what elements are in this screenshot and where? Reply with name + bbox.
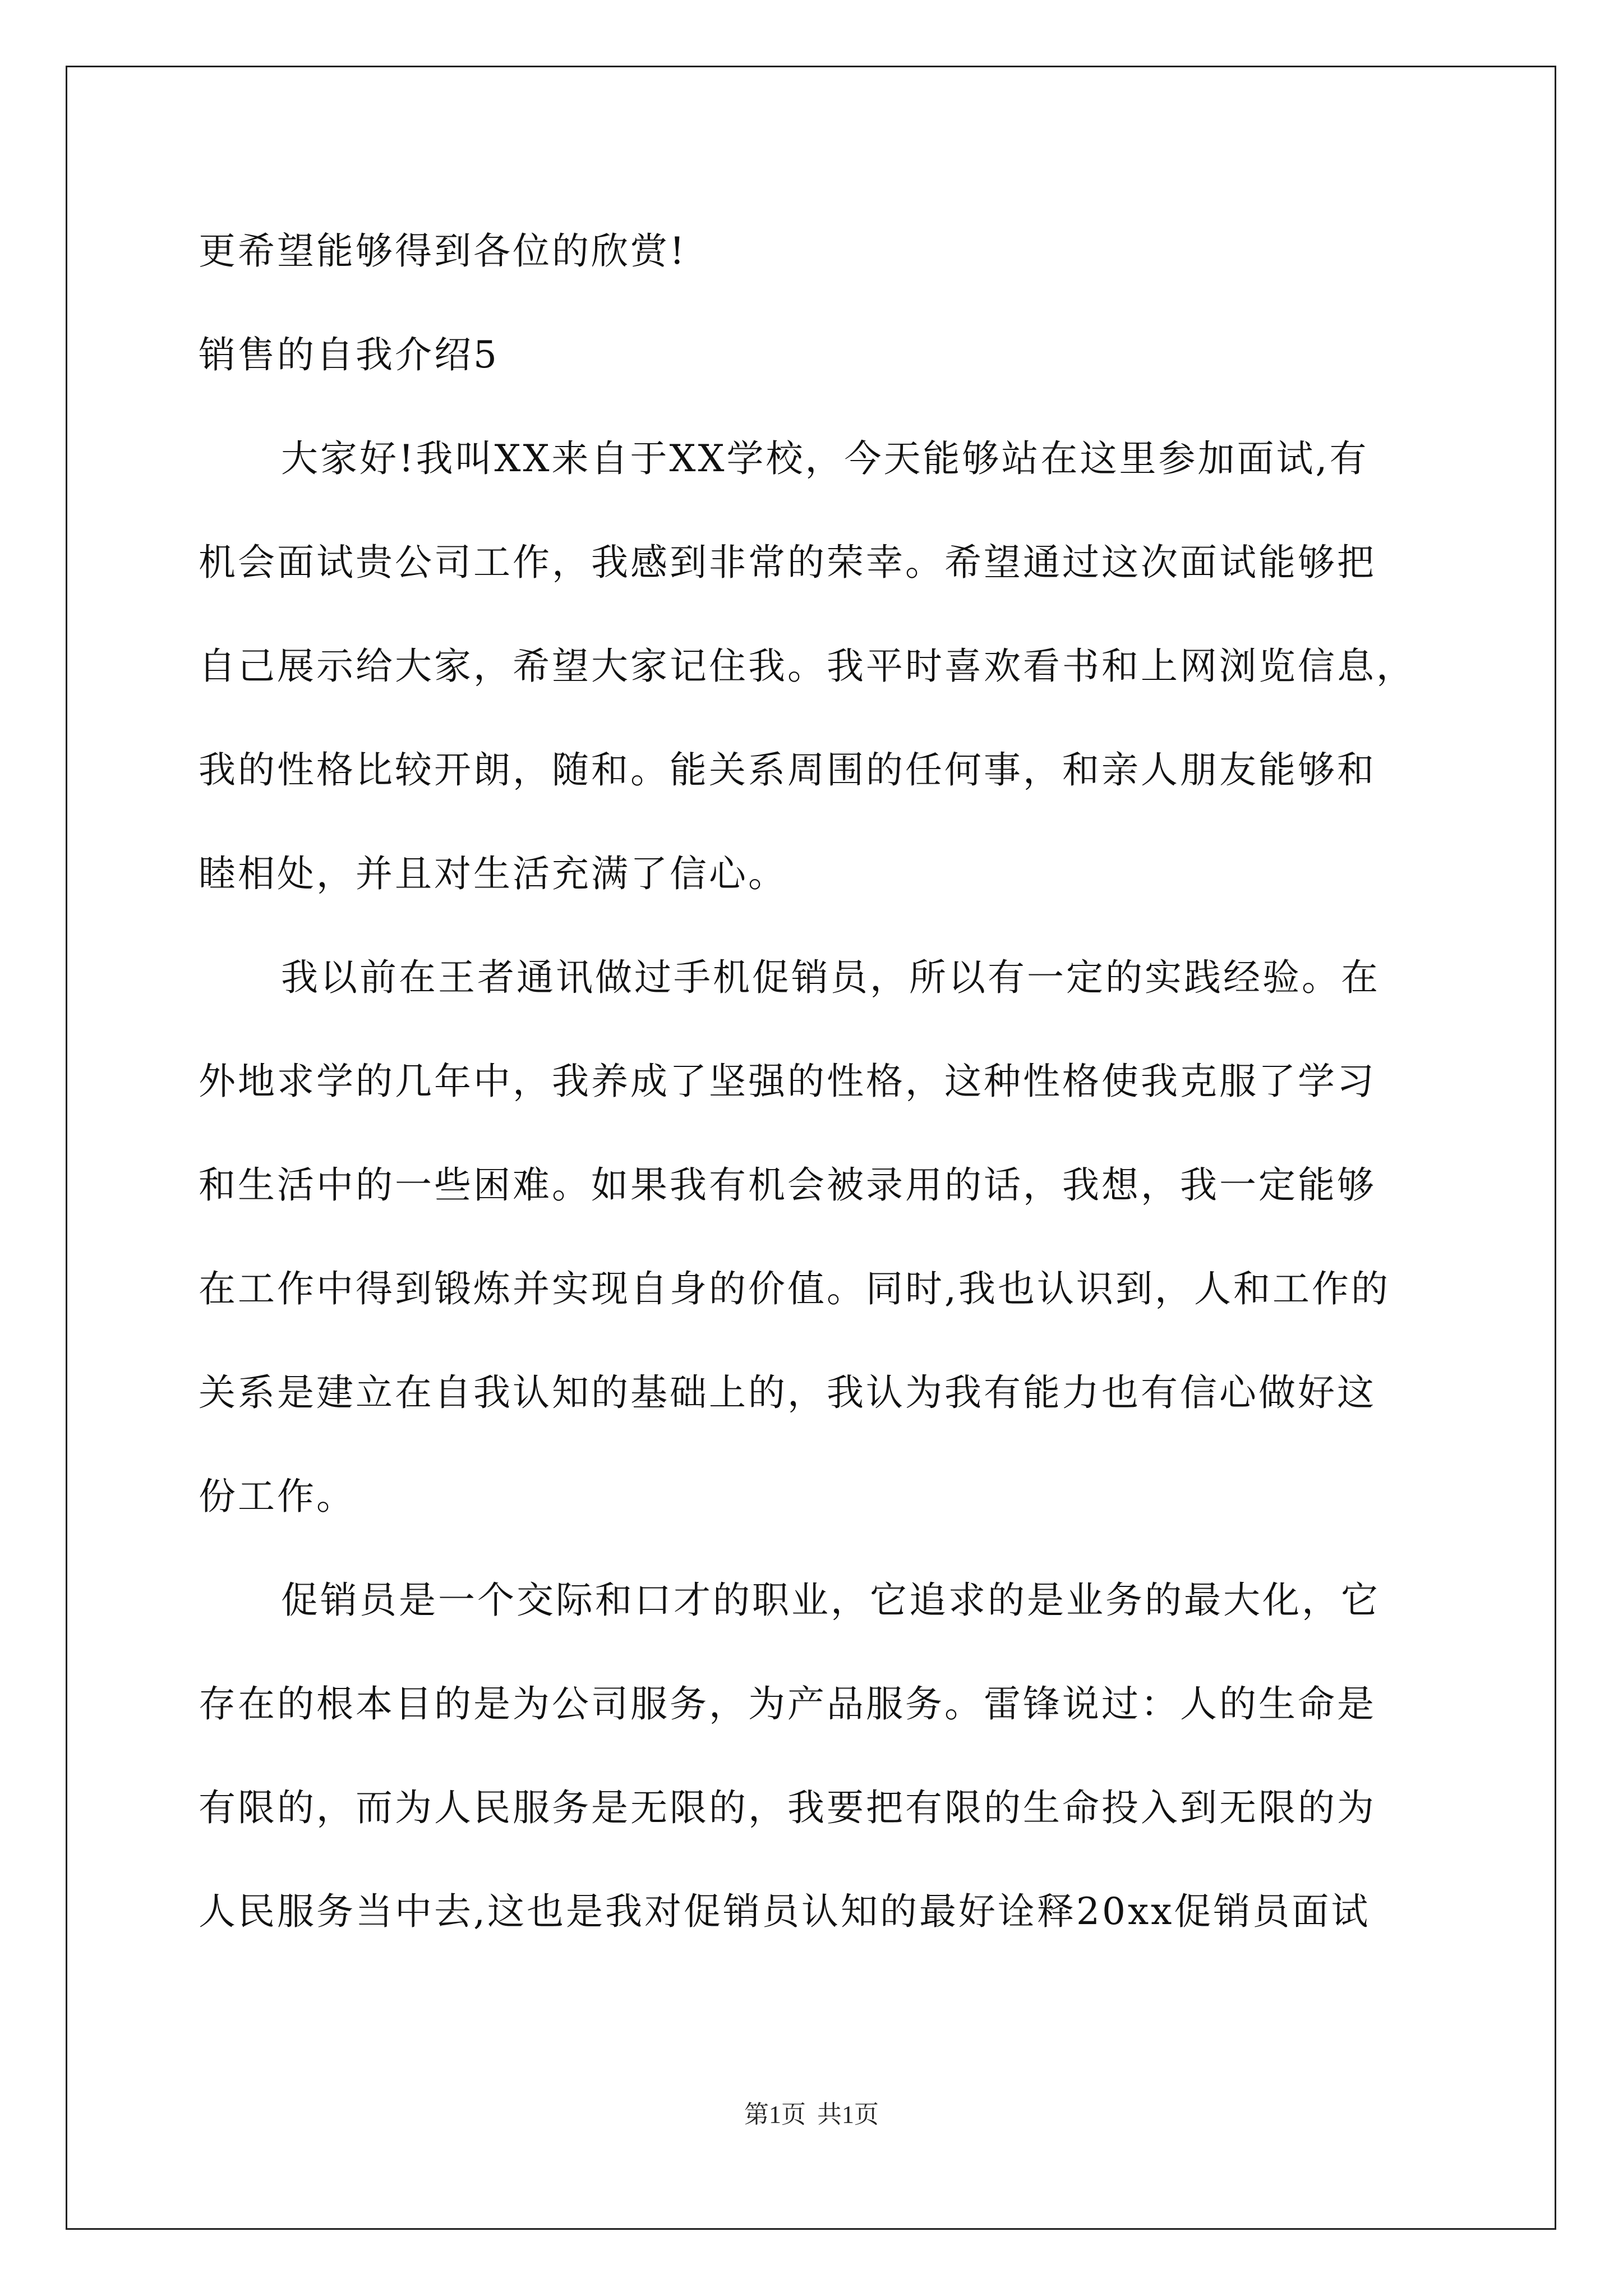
paragraph-2 xyxy=(199,926,1430,1548)
text-line: 关系是建立在自我认知的基础上的，我认为我有能力也有信心做好这 xyxy=(199,1371,1376,1414)
text-line: 人民服务当中去,这也是我对促销员认知的最好诠释20xx促销员面试 xyxy=(199,1890,1371,1933)
paragraph-3 xyxy=(199,1548,1430,1963)
paragraph-1 xyxy=(199,407,1430,926)
text-line: 存在的根本目的是为公司服务，为产品服务。雷锋说过：人的生命是 xyxy=(199,1682,1376,1726)
page-footer xyxy=(0,2094,1623,2130)
page-total: 共1页 xyxy=(817,2101,879,2128)
document-body xyxy=(199,199,1430,1963)
text-line: 大家好!我叫XX来自于XX学校，今天能够站在这里参加面试,有 xyxy=(281,437,1369,480)
text-line: 更希望能够得到各位的欣赏! xyxy=(199,229,687,273)
text-line: 我的性格比较开朗，随和。能关系周围的任何事，和亲人朋友能够和 xyxy=(199,748,1376,792)
text-line: 睦相处，并且对生活充满了信心。 xyxy=(199,852,787,895)
text-line: 份工作。 xyxy=(199,1475,356,1518)
text-line: 我以前在王者通讯做过手机促销员，所以有一定的实践经验。在 xyxy=(281,956,1380,999)
text-line: 和生活中的一些困难。如果我有机会被录用的话，我想，我一定能够 xyxy=(199,1163,1376,1207)
text-line: 自己展示给大家，希望大家记住我。我平时喜欢看书和上网浏览信息， xyxy=(199,645,1415,688)
text-line: 有限的，而为人民服务是无限的，我要把有限的生命投入到无限的为 xyxy=(199,1786,1376,1829)
section-heading: 销售的自我介绍5 xyxy=(199,333,499,376)
text-line: 在工作中得到锻炼并实现自身的价值。同时,我也认识到，人和工作的 xyxy=(199,1267,1390,1310)
page-number: 第1页 xyxy=(744,2101,806,2128)
text-line: 促销员是一个交际和口才的职业，它追求的是业务的最大化，它 xyxy=(281,1579,1380,1622)
text-line: 外地求学的几年中，我养成了坚强的性格，这种性格使我克服了学习 xyxy=(199,1060,1376,1103)
text-line: 机会面试贵公司工作，我感到非常的荣幸。希望通过这次面试能够把 xyxy=(199,541,1376,584)
